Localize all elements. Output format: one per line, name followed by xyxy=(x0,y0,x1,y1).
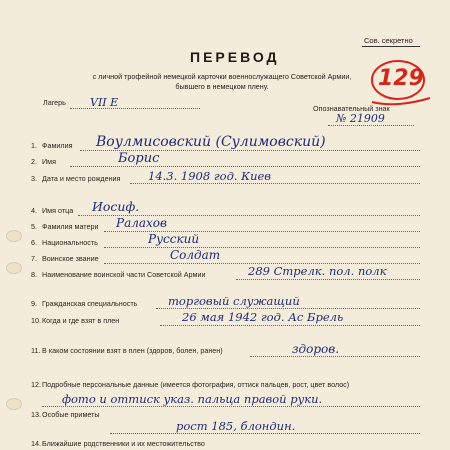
field-line xyxy=(156,308,420,309)
field-number: 8. xyxy=(31,270,37,279)
field-value-name: Борис xyxy=(118,151,160,166)
field-label-condition: В каком состоянии взят в плен (здоров, болен, ранен) xyxy=(42,346,223,355)
field-label-nationality: Национальность xyxy=(42,238,98,247)
field-label-relatives: Ближайшие родственники и их местожительство xyxy=(42,439,205,448)
field-value-rank: Солдат xyxy=(170,248,221,262)
field-number: 2. xyxy=(31,157,37,166)
subtitle-line-2: бывшего в немецком плену. xyxy=(175,82,269,91)
stamp-number: 129 xyxy=(378,66,424,91)
field-line xyxy=(70,166,420,167)
field-number: 3. xyxy=(31,174,37,183)
field-line xyxy=(250,356,420,357)
field-line xyxy=(236,279,420,280)
field-label-name: Имя xyxy=(42,157,56,166)
field-line xyxy=(130,183,420,184)
field-label-features: Особые приметы xyxy=(42,410,100,419)
field-label-surname: Фамилия xyxy=(42,141,73,150)
field-number: 5. xyxy=(31,222,37,231)
field-value-birth: 14.3. 1908 год. Киев xyxy=(148,169,271,183)
field-number: 12. xyxy=(31,380,41,389)
field-value-mother: Ралахов xyxy=(116,216,167,230)
id-mark-label: Опознавательный знак xyxy=(313,104,390,113)
field-label-mother: Фамилия матери xyxy=(42,222,99,231)
field-value-captured: 26 мая 1942 год. Ас Брель xyxy=(182,310,344,324)
field-number: 9. xyxy=(31,299,37,308)
field-line xyxy=(110,433,420,434)
field-number: 7. xyxy=(31,254,37,263)
id-mark-line xyxy=(328,125,414,126)
field-label-birth: Дата и место рождения xyxy=(42,174,121,183)
torn-edge xyxy=(6,262,22,274)
field-label-captured: Когда и где взят в плен xyxy=(42,316,120,325)
field-label-rank: Воинское звание xyxy=(42,254,99,263)
field-number: 14. xyxy=(31,439,41,448)
field-line xyxy=(104,247,420,248)
camp-value: VII E xyxy=(90,96,119,109)
field-label-profession: Гражданская специальность xyxy=(42,299,138,308)
field-number: 1. xyxy=(31,141,37,150)
field-number: 10. xyxy=(31,316,41,325)
field-value-nationality: Русский xyxy=(148,232,200,246)
torn-edge xyxy=(6,398,22,410)
field-line xyxy=(160,325,420,326)
torn-edge xyxy=(6,230,22,242)
field-number: 13. xyxy=(31,410,41,419)
field-value-personal-data: фото и оттиск указ. пальца правой руки. xyxy=(62,392,323,406)
field-value-father: Иосиф. xyxy=(92,199,140,214)
field-line xyxy=(42,406,420,407)
id-mark-value: № 21909 xyxy=(336,112,385,125)
field-number: 11. xyxy=(31,346,41,355)
field-value-profession: торговый служащий xyxy=(168,294,300,308)
field-number: 6. xyxy=(31,238,37,247)
field-value-condition: здоров. xyxy=(292,342,340,356)
field-label-personal-data: Подробные персональные данные (имеется фотография, оттиск пальцев, рост, цвет волос) xyxy=(42,380,350,389)
field-label-father: Имя отца xyxy=(42,206,74,215)
field-number: 4. xyxy=(31,206,37,215)
secrecy-mark: Сов. секретно xyxy=(364,36,413,45)
field-value-features: рост 185, блондин. xyxy=(176,419,296,433)
camp-label: Лагерь xyxy=(43,98,66,107)
secrecy-underline xyxy=(362,46,420,47)
field-value-unit: 289 Стрелк. пол. полк xyxy=(248,264,387,278)
field-label-unit: Наименование воинской части Советской Армии xyxy=(42,270,206,279)
field-value-surname: Воулмисовский (Сулимовский) xyxy=(96,134,326,150)
subtitle-line-1: с личной трофейной немецкой карточки военнослужащего Советской Армии, xyxy=(92,72,352,81)
document-title: ПЕРЕВОД xyxy=(190,49,280,65)
